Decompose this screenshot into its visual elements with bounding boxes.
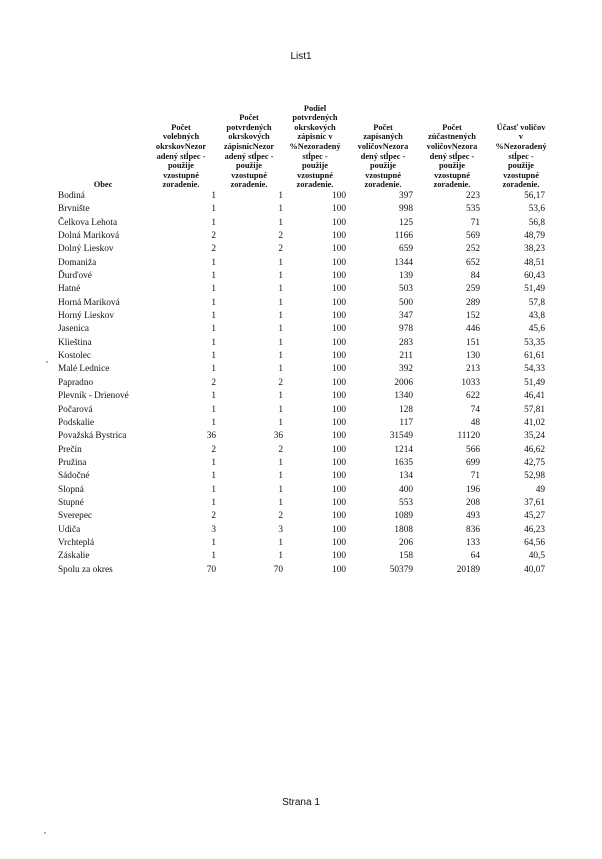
cell-obec: Brvnište	[58, 204, 90, 215]
cell-pocet-okrskov: 1	[211, 497, 216, 508]
table-row	[58, 270, 558, 283]
cell-zucastneni-volici: 130	[466, 351, 480, 362]
table-row	[58, 230, 558, 243]
cell-podiel-zapisnic: 100	[332, 537, 346, 548]
cell-potvrdene-zapisnice: 2	[278, 244, 283, 255]
cell-potvrdene-zapisnice: 1	[278, 191, 283, 201]
cell-podiel-zapisnic: 100	[332, 351, 346, 362]
header-ucast-volicov: Účasť voličov v %Nezoradený stĺpec - použije vzostupné zoradenie.	[495, 122, 547, 190]
cell-potvrdene-zapisnice: 1	[278, 217, 283, 228]
cell-zapisani-volici: 978	[399, 324, 413, 335]
cell-potvrdene-zapisnice: 1	[278, 364, 283, 375]
cell-zucastneni-volici: 20189	[456, 564, 480, 575]
table-row	[58, 243, 558, 256]
header-pocet-okrskov: Počet volebných okrskovNezor adený stĺpec - použije vzostupné zoradenie.	[155, 122, 207, 190]
cell-potvrdene-zapisnice: 2	[278, 231, 283, 242]
cell-ucast-volicov: 53,6	[528, 204, 545, 215]
cell-zucastneni-volici: 213	[466, 364, 480, 375]
cell-obec: Spolu za okres	[58, 564, 113, 575]
cell-zucastneni-volici: 446	[466, 324, 480, 335]
cell-obec: Bodiná	[58, 191, 85, 201]
cell-obec: Počarová	[58, 404, 93, 415]
table-row	[58, 363, 558, 376]
cell-pocet-okrskov: 1	[211, 217, 216, 228]
cell-obec: Slopná	[58, 484, 84, 495]
cell-potvrdene-zapisnice: 3	[278, 524, 283, 535]
cell-potvrdene-zapisnice: 2	[278, 444, 283, 455]
cell-pocet-okrskov: 1	[211, 537, 216, 548]
cell-zapisani-volici: 1166	[394, 231, 413, 242]
cell-obec: Klieština	[58, 337, 92, 348]
cell-podiel-zapisnic: 100	[332, 417, 346, 428]
table-row	[58, 283, 558, 296]
cell-ucast-volicov: 49	[535, 484, 545, 495]
cell-potvrdene-zapisnice: 1	[278, 404, 283, 415]
cell-obec: Plevník - Drienové	[58, 391, 129, 402]
cell-obec: Prečín	[58, 444, 82, 455]
cell-obec: Domaniža	[58, 257, 97, 268]
header-potvrdene-zapisnice: Počet potvrdených okrskových zápisnícNezor adený stĺpec - použije vzostupné zoradenie.	[223, 113, 275, 190]
cell-zucastneni-volici: 208	[466, 497, 480, 508]
cell-pocet-okrskov: 2	[211, 231, 216, 242]
header-zapisani-volici: Počet zapísaných voličovNezora dený stĺpec - použije vzostupné zoradenie.	[357, 122, 409, 190]
cell-pocet-okrskov: 1	[211, 457, 216, 468]
cell-zapisani-volici: 211	[399, 351, 413, 362]
cell-podiel-zapisnic: 100	[332, 444, 346, 455]
cell-ucast-volicov: 40,5	[528, 551, 545, 562]
cell-zucastneni-volici: 11120	[457, 431, 480, 442]
cell-obec: Dolná Mariková	[58, 231, 120, 242]
table-row	[58, 457, 558, 470]
cell-potvrdene-zapisnice: 1	[278, 457, 283, 468]
cell-potvrdene-zapisnice: 1	[278, 324, 283, 335]
table-row	[58, 350, 558, 363]
cell-ucast-volicov: 51,49	[524, 284, 545, 295]
table-row	[58, 390, 558, 403]
table-row	[58, 297, 558, 310]
cell-potvrdene-zapisnice: 1	[278, 297, 283, 308]
cell-zucastneni-volici: 84	[470, 271, 480, 282]
cell-ucast-volicov: 61,61	[524, 351, 545, 362]
cell-potvrdene-zapisnice: 1	[278, 537, 283, 548]
cell-ucast-volicov: 60,43	[524, 271, 545, 282]
cell-zucastneni-volici: 152	[466, 311, 480, 322]
cell-ucast-volicov: 48,79	[524, 231, 545, 242]
cell-pocet-okrskov: 1	[211, 271, 216, 282]
table-body	[58, 190, 558, 577]
cell-potvrdene-zapisnice: 1	[278, 417, 283, 428]
cell-obec: Sverepec	[58, 511, 93, 522]
cell-obec: Sádočné	[58, 471, 90, 482]
table-header	[58, 84, 558, 190]
cell-podiel-zapisnic: 100	[332, 431, 346, 442]
cell-zapisani-volici: 134	[399, 471, 413, 482]
cell-potvrdene-zapisnice: 1	[278, 391, 283, 402]
cell-zapisani-volici: 1808	[394, 524, 413, 535]
cell-zapisani-volici: 283	[399, 337, 413, 348]
cell-potvrdene-zapisnice: 1	[278, 311, 283, 322]
cell-obec: Dolný Lieskov	[58, 244, 114, 255]
table-row	[58, 417, 558, 430]
cell-obec: Vrchteplá	[58, 537, 95, 548]
cell-pocet-okrskov: 1	[211, 364, 216, 375]
cell-zapisani-volici: 1340	[394, 391, 413, 402]
cell-pocet-okrskov: 2	[211, 444, 216, 455]
cell-pocet-okrskov: 1	[211, 311, 216, 322]
cell-potvrdene-zapisnice: 1	[278, 257, 283, 268]
cell-zucastneni-volici: 64	[470, 551, 480, 562]
cell-pocet-okrskov: 70	[206, 564, 216, 575]
cell-obec: Hatné	[58, 284, 81, 295]
cell-podiel-zapisnic: 100	[332, 484, 346, 495]
cell-pocet-okrskov: 1	[211, 391, 216, 402]
cell-potvrdene-zapisnice: 36	[273, 431, 283, 442]
cell-pocet-okrskov: 2	[211, 244, 216, 255]
cell-podiel-zapisnic: 100	[332, 337, 346, 348]
cell-zapisani-volici: 50379	[389, 564, 413, 575]
cell-ucast-volicov: 35,24	[524, 431, 545, 442]
cell-potvrdene-zapisnice: 70	[273, 564, 283, 575]
cell-zapisani-volici: 139	[399, 271, 413, 282]
table-row	[58, 217, 558, 230]
cell-obec: Ďurďové	[58, 271, 92, 282]
cell-ucast-volicov: 51,49	[524, 377, 545, 388]
header-obec: Obec	[93, 180, 113, 190]
cell-zapisani-volici: 158	[399, 551, 413, 562]
cell-zapisani-volici: 397	[399, 191, 413, 201]
cell-zapisani-volici: 2006	[394, 377, 413, 388]
cell-ucast-volicov: 43,8	[528, 311, 545, 322]
cell-ucast-volicov: 46,23	[524, 524, 545, 535]
cell-pocet-okrskov: 1	[211, 351, 216, 362]
cell-zapisani-volici: 1635	[394, 457, 413, 468]
table-row	[58, 524, 558, 537]
table-row	[58, 404, 558, 417]
cell-zapisani-volici: 392	[399, 364, 413, 375]
cell-zucastneni-volici: 535	[466, 204, 480, 215]
cell-podiel-zapisnic: 100	[332, 471, 346, 482]
cell-pocet-okrskov: 1	[211, 404, 216, 415]
cell-zucastneni-volici: 569	[466, 231, 480, 242]
table-row	[58, 537, 558, 550]
cell-obec: Kostolec	[58, 351, 92, 362]
cell-ucast-volicov: 46,41	[524, 391, 545, 402]
cell-ucast-volicov: 40,07	[524, 564, 545, 575]
cell-obec: Jasenica	[58, 324, 89, 335]
cell-zucastneni-volici: 652	[466, 257, 480, 268]
cell-zapisani-volici: 125	[399, 217, 413, 228]
cell-zapisani-volici: 400	[399, 484, 413, 495]
cell-podiel-zapisnic: 100	[332, 377, 346, 388]
cell-podiel-zapisnic: 100	[332, 511, 346, 522]
cell-podiel-zapisnic: 100	[332, 324, 346, 335]
cell-obec: Podskalie	[58, 417, 95, 428]
cell-pocet-okrskov: 2	[211, 511, 216, 522]
cell-obec: Horná Mariková	[58, 297, 120, 308]
cell-zucastneni-volici: 836	[466, 524, 480, 535]
cell-potvrdene-zapisnice: 2	[278, 377, 283, 388]
cell-podiel-zapisnic: 100	[332, 244, 346, 255]
cell-pocet-okrskov: 1	[211, 191, 216, 201]
table-row	[58, 203, 558, 216]
cell-zapisani-volici: 128	[399, 404, 413, 415]
cell-ucast-volicov: 56,17	[524, 191, 545, 201]
cell-podiel-zapisnic: 100	[332, 284, 346, 295]
cell-obec: Záskalie	[58, 551, 90, 562]
cell-pocet-okrskov: 1	[211, 204, 216, 215]
cell-ucast-volicov: 37,61	[524, 497, 545, 508]
cell-pocet-okrskov: 1	[211, 257, 216, 268]
cell-zucastneni-volici: 1033	[461, 377, 480, 388]
cell-obec: Horný Lieskov	[58, 311, 115, 322]
cell-podiel-zapisnic: 100	[332, 551, 346, 562]
table-row	[58, 484, 558, 497]
cell-ucast-volicov: 53,35	[524, 337, 545, 348]
header-podiel-zapisnic: Podiel potvrdených okrskových zápisníc v %Nezoradený stĺpec - použije vzostupné zoradenie.	[289, 103, 341, 190]
cell-zucastneni-volici: 133	[466, 537, 480, 548]
table-row	[58, 190, 558, 203]
cell-pocet-okrskov: 1	[211, 324, 216, 335]
cell-ucast-volicov: 42,75	[524, 457, 545, 468]
cell-zucastneni-volici: 151	[466, 337, 480, 348]
cell-ucast-volicov: 52,98	[524, 471, 545, 482]
cell-potvrdene-zapisnice: 1	[278, 284, 283, 295]
cell-zapisani-volici: 206	[399, 537, 413, 548]
scan-speck	[46, 361, 48, 363]
cell-zucastneni-volici: 259	[466, 284, 480, 295]
cell-zapisani-volici: 553	[399, 497, 413, 508]
cell-podiel-zapisnic: 100	[332, 217, 346, 228]
cell-podiel-zapisnic: 100	[332, 297, 346, 308]
cell-pocet-okrskov: 1	[211, 284, 216, 295]
table-row	[58, 564, 558, 577]
cell-zucastneni-volici: 699	[466, 457, 480, 468]
table-row	[58, 377, 558, 390]
cell-obec: Pružina	[58, 457, 87, 468]
cell-ucast-volicov: 45,27	[524, 511, 545, 522]
cell-ucast-volicov: 57,81	[524, 404, 545, 415]
cell-potvrdene-zapisnice: 1	[278, 497, 283, 508]
cell-zucastneni-volici: 622	[466, 391, 480, 402]
cell-zucastneni-volici: 48	[470, 417, 480, 428]
cell-podiel-zapisnic: 100	[332, 191, 346, 201]
cell-zucastneni-volici: 566	[466, 444, 480, 455]
table-row	[58, 257, 558, 270]
cell-pocet-okrskov: 3	[211, 524, 216, 535]
cell-podiel-zapisnic: 100	[332, 271, 346, 282]
cell-pocet-okrskov: 1	[211, 484, 216, 495]
cell-ucast-volicov: 57,8	[528, 297, 545, 308]
cell-zucastneni-volici: 74	[470, 404, 480, 415]
cell-zucastneni-volici: 252	[466, 244, 480, 255]
cell-potvrdene-zapisnice: 1	[278, 337, 283, 348]
cell-podiel-zapisnic: 100	[332, 391, 346, 402]
cell-zucastneni-volici: 223	[466, 191, 480, 201]
cell-podiel-zapisnic: 100	[332, 231, 346, 242]
cell-podiel-zapisnic: 100	[332, 204, 346, 215]
cell-potvrdene-zapisnice: 1	[278, 484, 283, 495]
table-row	[58, 550, 558, 563]
table-row	[58, 497, 558, 510]
cell-potvrdene-zapisnice: 1	[278, 204, 283, 215]
cell-pocet-okrskov: 1	[211, 551, 216, 562]
cell-obec: Papradno	[58, 377, 94, 388]
cell-potvrdene-zapisnice: 2	[278, 511, 283, 522]
cell-zucastneni-volici: 493	[466, 511, 480, 522]
cell-pocet-okrskov: 2	[211, 377, 216, 388]
cell-podiel-zapisnic: 100	[332, 404, 346, 415]
cell-podiel-zapisnic: 100	[332, 364, 346, 375]
cell-pocet-okrskov: 1	[211, 417, 216, 428]
table-row	[58, 510, 558, 523]
results-table	[58, 84, 558, 577]
cell-obec: Stupné	[58, 497, 84, 508]
cell-podiel-zapisnic: 100	[332, 524, 346, 535]
cell-pocet-okrskov: 1	[211, 471, 216, 482]
cell-potvrdene-zapisnice: 1	[278, 271, 283, 282]
cell-podiel-zapisnic: 100	[332, 497, 346, 508]
cell-obec: Malé Lednice	[58, 364, 110, 375]
cell-ucast-volicov: 45,6	[528, 324, 545, 335]
cell-potvrdene-zapisnice: 1	[278, 351, 283, 362]
cell-zapisani-volici: 659	[399, 244, 413, 255]
table-row	[58, 310, 558, 323]
table-row	[58, 430, 558, 443]
cell-obec: Čelkova Lehota	[58, 217, 118, 228]
cell-zucastneni-volici: 196	[466, 484, 480, 495]
cell-ucast-volicov: 41,02	[524, 417, 545, 428]
cell-podiel-zapisnic: 100	[332, 257, 346, 268]
cell-obec: Udiča	[58, 524, 81, 535]
header-zucastneni-volici: Počet zúčastnených voličovNezora dený stĺpec - použije vzostupné zoradenie.	[426, 122, 478, 190]
cell-zapisani-volici: 500	[399, 297, 413, 308]
cell-zapisani-volici: 1214	[394, 444, 413, 455]
cell-zapisani-volici: 31549	[389, 431, 413, 442]
cell-zapisani-volici: 503	[399, 284, 413, 295]
cell-ucast-volicov: 56,8	[528, 217, 545, 228]
cell-zapisani-volici: 998	[399, 204, 413, 215]
cell-zucastneni-volici: 71	[470, 217, 480, 228]
scan-speck	[44, 832, 46, 834]
sheet-title: List1	[290, 51, 312, 62]
cell-zapisani-volici: 347	[399, 311, 413, 322]
cell-potvrdene-zapisnice: 1	[278, 551, 283, 562]
cell-pocet-okrskov: 1	[211, 337, 216, 348]
page-footer: Strana 1	[282, 797, 320, 808]
cell-pocet-okrskov: 1	[211, 297, 216, 308]
cell-ucast-volicov: 64,56	[524, 537, 545, 548]
cell-podiel-zapisnic: 100	[332, 457, 346, 468]
cell-ucast-volicov: 54,33	[524, 364, 545, 375]
cell-ucast-volicov: 46,62	[524, 444, 545, 455]
cell-zapisani-volici: 1089	[394, 511, 413, 522]
cell-ucast-volicov: 48,51	[524, 257, 545, 268]
cell-podiel-zapisnic: 100	[332, 311, 346, 322]
cell-zapisani-volici: 1344	[394, 257, 413, 268]
cell-potvrdene-zapisnice: 1	[278, 471, 283, 482]
cell-pocet-okrskov: 36	[206, 431, 216, 442]
cell-podiel-zapisnic: 100	[332, 564, 346, 575]
cell-obec: Považská Bystrica	[58, 431, 127, 442]
table-row	[58, 444, 558, 457]
cell-ucast-volicov: 38,23	[524, 244, 545, 255]
cell-zapisani-volici: 117	[399, 417, 413, 428]
table-row	[58, 470, 558, 483]
cell-zucastneni-volici: 289	[466, 297, 480, 308]
cell-zucastneni-volici: 71	[470, 471, 480, 482]
table-row	[58, 323, 558, 336]
table-row	[58, 337, 558, 350]
